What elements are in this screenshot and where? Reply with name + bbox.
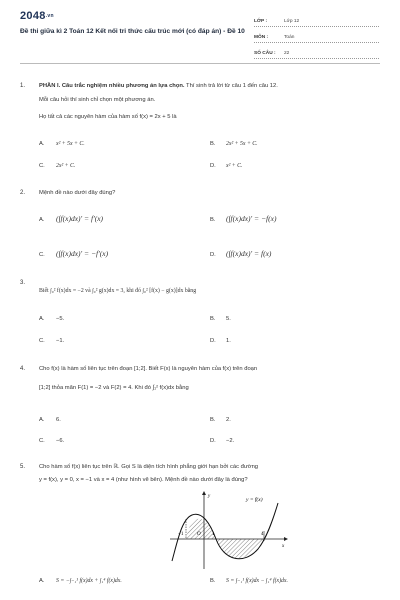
option-b[interactable]: 2x² + 5x + C. xyxy=(226,141,258,147)
part-instructions: Thí sinh trả lời từ câu 1 đến câu 12. xyxy=(184,83,278,89)
tick-label: 4 xyxy=(261,532,264,537)
option-c[interactable]: −1. xyxy=(56,338,65,344)
option-a[interactable]: S = −∫₋₁¹ f(x)dx + ∫₁⁴ f(x)dx. xyxy=(56,578,122,584)
question-5-line1: Cho hàm số f(x) liên tục trên ℝ. Gọi S là diện tích hình phẳng giới hạn bởi các đường xyxy=(39,464,259,470)
meta-question-count xyxy=(254,46,379,59)
option-d[interactable]: 1. xyxy=(226,338,231,344)
tick-label: −1 xyxy=(178,532,184,537)
question-5-line2: y = f(x), y = 0, x = −1 và x = 4 (như hình vẽ bên). Mệnh đề nào dưới đây là đúng? xyxy=(39,477,248,483)
option-label: A. xyxy=(39,217,45,223)
option-c[interactable]: 2x² + C. xyxy=(56,163,76,169)
area-figure xyxy=(168,489,288,571)
question-4-line2: [1;2] thỏa mãn F(1) = −2 và F(2) = 4. Khi đó ∫₁² f(x)dx bằng xyxy=(39,385,189,391)
question-number: 4. xyxy=(20,366,26,372)
option-label: C. xyxy=(39,252,45,258)
question-2-text: Mệnh đề nào dưới đây đúng? xyxy=(39,190,116,196)
question-4-line1: Cho f(x) là hàm số liên tục trên đoạn [1;2]. Biết F(x) là nguyên hàm của f(x) trên đoạn xyxy=(39,366,258,372)
origin-label: O xyxy=(197,532,201,537)
option-label: D. xyxy=(210,438,216,444)
option-label: C. xyxy=(39,438,45,444)
question-1-line2: Mỗi câu hỏi thí sinh chỉ chọn một phương án. xyxy=(39,97,156,103)
meta-value: Lớp 12 xyxy=(284,19,300,24)
option-b[interactable]: S = ∫₋₁¹ f(x)dx − ∫₁⁴ f(x)dx. xyxy=(226,578,288,584)
option-label: A. xyxy=(39,417,45,423)
option-b[interactable]: 2. xyxy=(226,417,231,423)
option-label: A. xyxy=(39,578,45,584)
option-label: D. xyxy=(210,252,216,258)
option-c[interactable]: (∫f(x)dx)′ = −f′(x) xyxy=(56,249,109,258)
question-1-text: Họ tất cả các nguyên hàm của hàm số f(x) = 2x + 5 là xyxy=(39,114,177,120)
shaded-region-right xyxy=(216,539,264,559)
meta-value: 22 xyxy=(284,51,290,56)
tick-label: 1 xyxy=(212,532,215,537)
header-divider xyxy=(20,63,380,64)
option-label: A. xyxy=(39,141,45,147)
option-label: D. xyxy=(210,163,216,169)
option-d[interactable]: x² + C. xyxy=(226,163,243,169)
option-label: C. xyxy=(39,163,45,169)
option-label: A. xyxy=(39,316,45,322)
option-d[interactable]: −2. xyxy=(226,438,235,444)
option-label: B. xyxy=(210,417,216,423)
option-a[interactable]: −5. xyxy=(56,316,65,322)
option-a[interactable]: x² + 5x + C. xyxy=(56,141,85,147)
option-a[interactable]: 6. xyxy=(56,417,61,423)
y-axis-label: y xyxy=(208,494,211,499)
option-label: D. xyxy=(210,338,216,344)
question-number: 5. xyxy=(20,464,26,470)
logo-text: 2048 xyxy=(20,10,46,22)
option-label: B. xyxy=(210,217,216,223)
question-number: 3. xyxy=(20,280,26,286)
option-label: C. xyxy=(39,338,45,344)
meta-class xyxy=(254,14,379,27)
function-graph xyxy=(168,489,288,571)
option-label: B. xyxy=(210,141,216,147)
question-number: 1. xyxy=(20,83,26,89)
meta-subject xyxy=(254,30,379,43)
x-axis-label: x xyxy=(282,544,285,549)
part-title: PHẦN I. Câu trắc nghiệm nhiều phương án lựa chọn. xyxy=(39,83,185,89)
option-d[interactable]: (∫f(x)dx)′ = f(x) xyxy=(226,249,272,258)
meta-key: MÔN : xyxy=(254,35,269,40)
question-3-text: Biết ∫₀² f(x)dx = −2 và ∫₀² g(x)dx = 3, khi đó ∫₀² [f(x) − g(x)]dx bằng xyxy=(39,288,197,294)
question-number: 2. xyxy=(20,190,26,196)
option-b[interactable]: 5. xyxy=(226,316,231,322)
meta-key: LỚP : xyxy=(254,19,268,24)
option-a[interactable]: (∫f(x)dx)′ = f′(x) xyxy=(56,214,104,223)
logo-suffix: .vn xyxy=(45,13,54,20)
page-title: Đề thi giữa kì 2 Toán 12 Kết nối tri thức cấu trúc mới (có đáp án) - Đề 10 xyxy=(20,28,245,35)
option-b[interactable]: (∫f(x)dx)′ = −f(x) xyxy=(226,214,277,223)
meta-value: Toán xyxy=(284,35,295,40)
question-1-intro xyxy=(39,82,384,90)
option-label: B. xyxy=(210,316,216,322)
option-label: B. xyxy=(210,578,216,584)
option-c[interactable]: −6. xyxy=(56,438,65,444)
site-logo[interactable] xyxy=(20,10,54,22)
meta-key: SỐ CÂU : xyxy=(254,51,276,56)
curve-label: y = f(x) xyxy=(246,497,263,503)
